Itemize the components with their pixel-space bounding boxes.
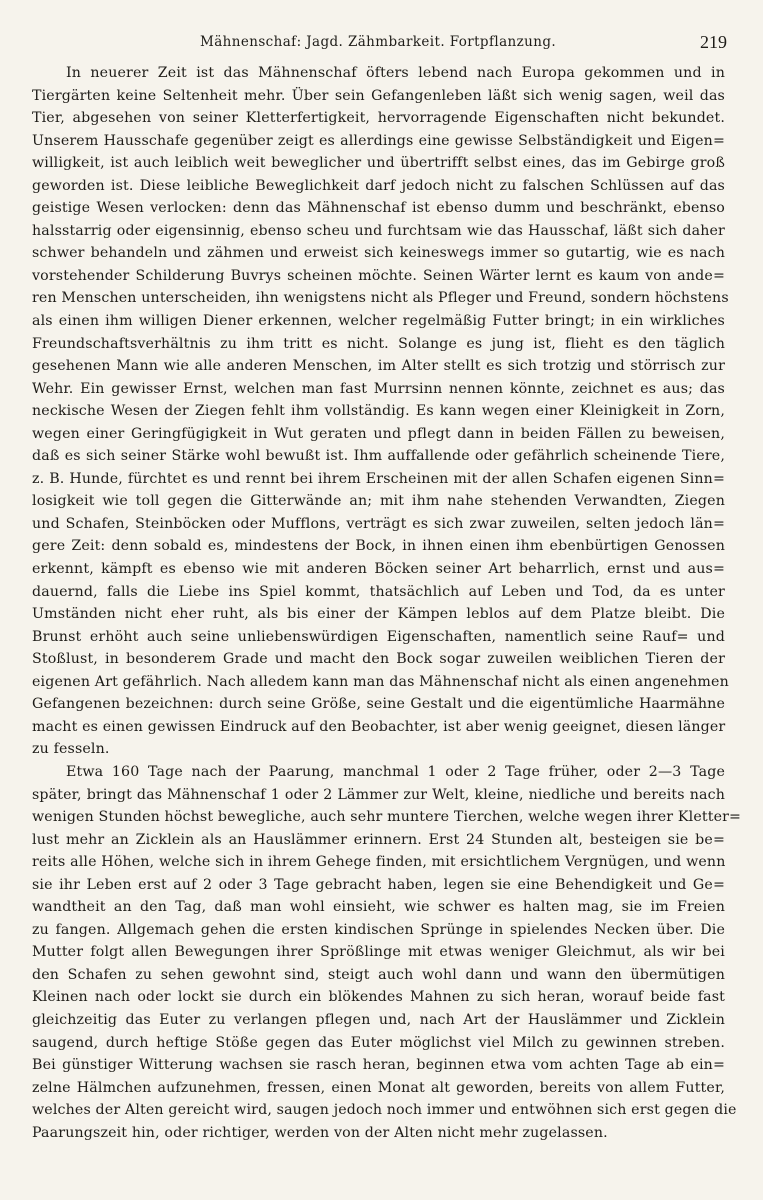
text-line: schwer behandeln und zähmen und erweist sich keineswegs immer so gutartig, wie es nach <box>32 245 725 262</box>
paragraph-1 <box>32 62 729 761</box>
paragraph-2 <box>32 761 742 1144</box>
text-line: später, bringt das Mähnenschaf 1 oder 2 Lämmer zur Welt, kleine, niedliche und bereits nach <box>32 786 725 803</box>
text-line: saugend, durch heftige Stöße gegen das Euter möglichst viel Milch zu gewinnen streben. <box>32 1034 725 1051</box>
text-line: Tier, abgesehen von seiner Kletterfertigkeit, hervorragende Eigenschaften nicht bekundet. <box>32 110 725 127</box>
text-line: gesehenen Mann wie alle anderen Menschen, im Alter stellt es sich trotzig und störrisch zur <box>32 358 725 375</box>
text-line: Etwa 160 Tage nach der Paarung, manchmal 1 oder 2 Tage früher, oder 2—3 Tage <box>66 763 725 780</box>
text-line: lust mehr an Zicklein als an Hauslämmer erinnern. Erst 24 Stunden alt, besteigen sie be= <box>32 831 725 848</box>
text-line: dauernd, falls die Liebe ins Spiel kommt, thatsächlich auf Leben und Tod, da es unter <box>32 583 725 600</box>
text-line: Tiergärten keine Seltenheit mehr. Über sein Gefangenleben läßt sich wenig sagen, weil das <box>32 87 725 104</box>
text-line: sie ihr Leben erst auf 2 oder 3 Tage gebracht haben, legen sie eine Behendigkeit und Ge= <box>32 876 725 893</box>
text-line: gere Zeit: denn sobald es, mindestens der Bock, in ihnen einen ihm ebenbürtigen Genossen <box>32 538 725 555</box>
running-head: Mähnenschaf: Jagd. Zähmbarkeit. Fortpflanzung. <box>200 34 557 50</box>
text-line: als einen ihm willigen Diener erkennen, welcher regelmäßig Futter bringt; in ein wirkliches <box>32 313 725 330</box>
text-line: Brunst erhöht auch seine unliebenswürdigen Eigenschaften, namentlich seine Rauf= und <box>32 628 725 645</box>
text-line: Bei günstiger Witterung wachsen sie rasch heran, beginnen etwa vom achten Tage ab ein= <box>32 1057 725 1074</box>
text-line: zu fesseln. <box>32 741 110 758</box>
text-line: wenigen Stunden höchst bewegliche, auch sehr muntere Tierchen, welche wegen ihrer Kletter= <box>32 809 742 826</box>
text-line: eigenen Art gefährlich. Nach alledem kann man das Mähnenschaf nicht als einen angenehmen <box>32 673 729 690</box>
text-line: Paarungszeit hin, oder richtiger, werden von der Alten nicht mehr zugelassen. <box>32 1124 608 1141</box>
text-line: Freundschaftsverhältnis zu ihm tritt es nicht. Solange es jung ist, flieht es den täglich <box>32 335 725 352</box>
text-line: wandtheit an den Tag, daß man wohl einsieht, wie schwer es halten mag, sie im Freien <box>32 899 725 916</box>
text-line: losigkeit wie toll gegen die Gitterwände an; mit ihm nahe stehenden Verwandten, Ziegen <box>32 493 725 510</box>
text-line: reits alle Höhen, welche sich in ihrem Gehege finden, mit ersichtlichem Vergnügen, und wenn <box>32 854 726 871</box>
text-line: Mutter folgt allen Bewegungen ihrer Sprößlinge mit etwas weniger Gleichmut, als wir bei <box>32 944 725 961</box>
text-line: ren Menschen unterscheiden, ihn wenigstens nicht als Pfleger und Freund, sondern höchstens <box>32 290 729 307</box>
text-line: neckische Wesen der Ziegen fehlt ihm vollständig. Es kann wegen einer Kleinigkeit in Zorn, <box>32 403 725 420</box>
text-line: In neuerer Zeit ist das Mähnenschaf öfters lebend nach Europa gekommen und in <box>66 65 725 81</box>
text-line: willigkeit, ist auch leiblich weit beweglicher und übertrifft selbst eines, das im Gebirge groß <box>32 155 725 172</box>
text-line: Stoßlust, in besonderem Grade und macht den Bock sogar zuweilen weiblichen Tieren der <box>32 651 725 668</box>
text-line: Unserem Hausschafe gegenüber zeigt es allerdings eine gewisse Selbständigkeit und Eigen= <box>32 132 725 149</box>
text-line: daß es sich seiner Stärke wohl bewußt ist. Ihm auffallende oder gefährlich scheinende Tiere, <box>32 448 725 465</box>
text-line: Umständen nicht eher ruht, als bis einer der Kämpen leblos auf dem Platze bleibt. Die <box>32 606 725 623</box>
text-line: macht es einen gewissen Eindruck auf den Beobachter, ist aber wenig geeignet, diesen länger <box>32 718 726 735</box>
text-line: zu fangen. Allgemach gehen die ersten kindischen Sprünge in spielendes Necken über. Die <box>32 921 725 938</box>
page-number: 219 <box>700 32 727 52</box>
text-line: den Schafen zu sehen gewohnt sind, steigt auch wohl dann und wann den übermütigen <box>32 966 725 983</box>
text-line: zelne Hälmchen aufzunehmen, fressen, einen Monat alt geworden, bereits von allem Futter, <box>32 1079 725 1096</box>
text-line: vorstehender Schilderung Buvrys scheinen möchte. Seinen Wärter lernt es kaum von ande= <box>32 267 725 284</box>
text-line: wegen einer Geringfügigkeit in Wut geraten und pflegt dann in beiden Fällen zu beweisen, <box>32 425 725 442</box>
text-line: welches der Alten gereicht wird, saugen jedoch noch immer und entwöhnen sich erst gegen die <box>32 1102 737 1119</box>
text-line: Kleinen nach oder lockt sie durch ein blökendes Mahnen zu sich heran, worauf beide fast <box>32 989 725 1006</box>
text-line: z. B. Hunde, fürchtet es und rennt bei ihrem Erscheinen mit der allen Schafen eigenen Sinn= <box>32 470 725 487</box>
text-line: Wehr. Ein gewisser Ernst, welchen man fast Murrsinn nennen könnte, zeichnet es aus; das <box>32 380 725 397</box>
text-line: erkennt, kämpft es ebenso wie mit anderen Böcken seiner Art beharrlich, ernst und aus= <box>32 561 725 578</box>
text-line: gleichzeitig das Euter zu verlangen pflegen und, nach Art der Hauslämmer und Zicklein <box>32 1011 725 1028</box>
text-line: halsstarrig oder eigensinnig, ebenso scheu und furchtsam wie das Hausschaf, läßt sich daher <box>32 222 725 239</box>
body-text <box>32 62 742 1144</box>
text-line: und Schafen, Steinböcken oder Mufflons, verträgt es sich zwar zuweilen, selten jedoch län= <box>32 515 725 532</box>
text-line: geworden ist. Diese leibliche Beweglichkeit darf jedoch nicht zu falschen Schlüssen auf das <box>32 177 725 194</box>
text-line: Gefangenen bezeichnen: durch seine Größe, seine Gestalt und die eigentümliche Haarmähne <box>32 696 725 713</box>
page-header <box>200 34 727 58</box>
text-line: geistige Wesen verlocken: denn das Mähnenschaf ist ebenso dumm und beschränkt, ebenso <box>32 200 725 217</box>
